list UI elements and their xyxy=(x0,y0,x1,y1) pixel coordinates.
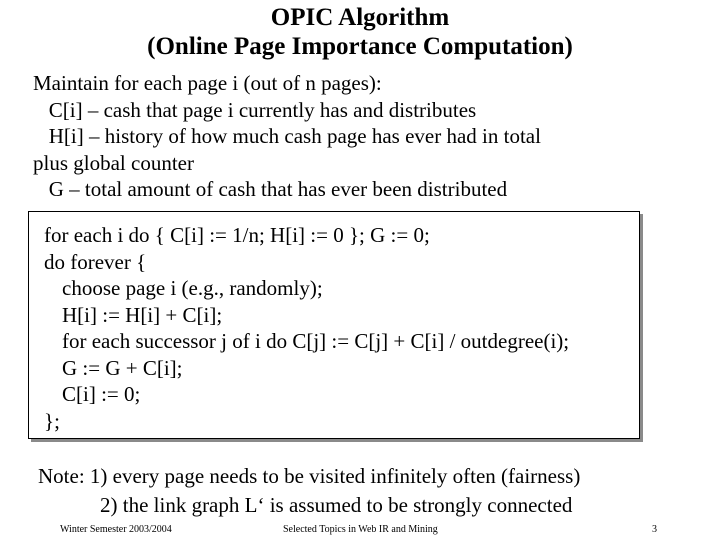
intro-line: H[i] – history of how much cash page has ever had in total xyxy=(33,124,541,148)
page-number: 3 xyxy=(652,524,657,535)
footer-course: Selected Topics in Web IR and Mining xyxy=(283,524,438,535)
intro-line: G – total amount of cash that has ever been distributed xyxy=(33,177,508,201)
note-line: 2) the link graph L‘ is assumed to be strongly connected xyxy=(100,493,573,517)
note-text xyxy=(38,462,708,520)
code-line: G := G + C[i]; xyxy=(62,355,183,380)
code-line: C[i] := 0; xyxy=(62,382,141,406)
intro-line: C[i] – cash that page i currently has and distributes xyxy=(33,97,477,122)
code-line: for each successor j of i do C[j] := C[j] + C[i] / outdegree(i); xyxy=(62,329,570,353)
code-line: }; xyxy=(44,408,60,433)
intro-text xyxy=(33,70,693,203)
intro-line: plus global counter xyxy=(33,150,194,175)
footer-semester: Winter Semester 2003/2004 xyxy=(60,524,172,535)
note-line: Note: 1) every page needs to be visited infinitely often (fairness) xyxy=(38,464,581,488)
code-line: for each i do { C[i] := 1/n; H[i] := 0 }; G := 0; xyxy=(44,223,430,247)
code-line: choose page i (e.g., randomly); xyxy=(62,276,323,300)
algorithm-box xyxy=(28,211,640,439)
slide-subtitle: (Online Page Importance Computation) xyxy=(147,33,573,60)
slide-title: OPIC Algorithm xyxy=(270,4,450,31)
code-line: H[i] := H[i] + C[i]; xyxy=(62,302,223,327)
intro-line: Maintain for each page i (out of n pages): xyxy=(33,71,382,95)
code-line: do forever { xyxy=(44,249,147,274)
